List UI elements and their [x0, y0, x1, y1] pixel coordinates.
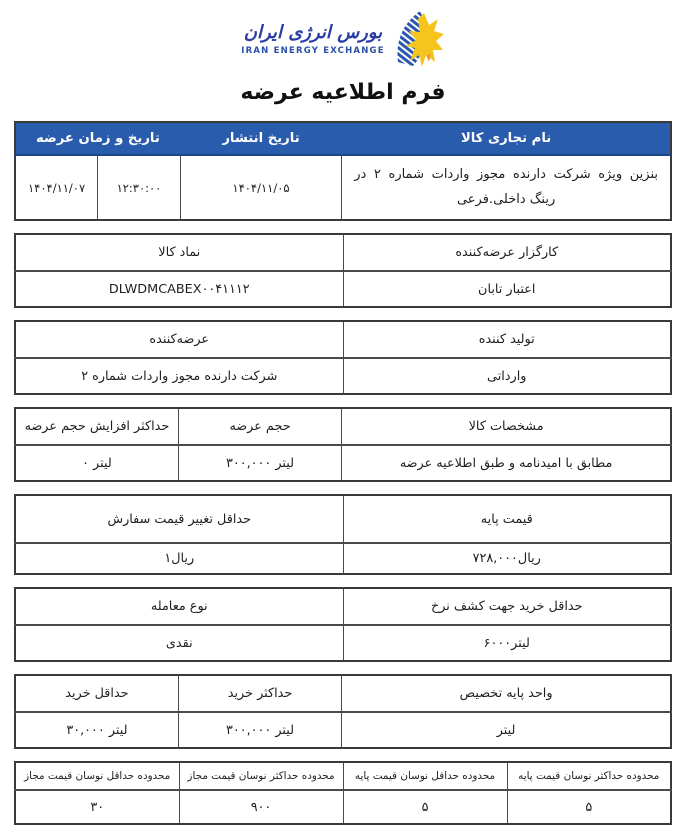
trade-name-value: بنزین ویژه شرکت دارنده مجوز واردات شماره ۲ در رینگ داخلی.فرعی	[342, 155, 671, 220]
logo-text-block	[241, 22, 384, 57]
min-base-fluctuation-value: ۵	[343, 790, 507, 824]
discovery-tradetype-table	[14, 587, 672, 662]
producer-header: تولید کننده	[343, 321, 671, 358]
trade-type-value: نقدی	[15, 625, 343, 661]
broker-header: کارگزار عرضه‌کننده	[343, 234, 671, 271]
supply-announcement-table	[14, 121, 672, 221]
base-price-header: قیمت پایه	[343, 495, 671, 543]
price-fluctuation-table	[14, 761, 672, 825]
allocation-unit-value: لیتر	[342, 712, 671, 748]
supplier-value: شرکت دارنده مجوز واردات شماره ۲	[15, 358, 343, 394]
min-base-fluctuation-header: محدوده حداقل نوسان قیمت پایه	[343, 762, 507, 790]
trade-type-header: نوع معامله	[15, 588, 343, 625]
allocation-limits-table	[14, 674, 672, 749]
supply-date-value: ۱۴۰۴/۱۱/۰۷	[15, 155, 98, 220]
min-discovery-purchase-value: لیتر۶۰۰۰	[343, 625, 671, 661]
base-price-value: ریال۷۲۸,۰۰۰	[343, 543, 671, 574]
max-volume-increase-header: حداکثر افزایش حجم عرضه	[15, 408, 178, 445]
min-price-tick-header: حداقل تغییر قیمت سفارش	[15, 495, 343, 543]
publish-date-header: تاریخ انتشار	[180, 122, 341, 155]
min-price-tick-value: ریال۱	[15, 543, 343, 574]
max-buy-header: حداکثر خرید	[178, 675, 341, 712]
min-allowed-fluctuation-value: ۳۰	[15, 790, 179, 824]
trade-name-header: نام تجاری کالا	[342, 122, 671, 155]
min-discovery-purchase-header: حداقل خرید جهت کشف نرخ	[343, 588, 671, 625]
logo-persian-title: بورس انرژی ایران	[243, 21, 383, 43]
supply-volume-header: حجم عرضه	[178, 408, 341, 445]
publish-date-value: ۱۴۰۴/۱۱/۰۵	[180, 155, 341, 220]
max-base-fluctuation-header: محدوده حداکثر نوسان قیمت پایه	[507, 762, 671, 790]
broker-symbol-table	[14, 233, 672, 308]
max-base-fluctuation-value: ۵	[507, 790, 671, 824]
specs-value: مطابق با امیدنامه و طبق اطلاعیه عرضه	[342, 445, 671, 481]
producer-value: وارداتی	[343, 358, 671, 394]
producer-supplier-table	[14, 320, 672, 395]
logo-english-title: IRAN ENERGY EXCHANGE	[241, 46, 385, 57]
broker-value: اعتبار تابان	[343, 271, 671, 307]
base-price-table	[14, 494, 672, 575]
min-buy-value: لیتر ۳۰,۰۰۰	[15, 712, 178, 748]
flame-leaf-icon	[393, 10, 445, 68]
symbol-header: نماد کالا	[15, 234, 343, 271]
supply-volume-value: لیتر ۳۰۰,۰۰۰	[178, 445, 341, 481]
specs-volume-table	[14, 407, 672, 482]
specs-header: مشخصات کالا	[342, 408, 671, 445]
page-title: فرم اطلاعیه عرضه	[240, 80, 446, 105]
min-buy-header: حداقل خرید	[15, 675, 178, 712]
supply-time-value: ۱۲:۳۰:۰۰	[98, 155, 181, 220]
max-allowed-fluctuation-value: ۹۰۰	[179, 790, 343, 824]
max-buy-value: لیتر ۳۰۰,۰۰۰	[178, 712, 341, 748]
supplier-header: عرضه‌کننده	[15, 321, 343, 358]
max-volume-increase-value: لیتر ۰	[15, 445, 178, 481]
symbol-value: DLWDMCABEX۰۰۴۱۱۱۲	[15, 271, 343, 307]
min-allowed-fluctuation-header: محدوده حداقل نوسان قیمت مجاز	[15, 762, 179, 790]
allocation-unit-header: واحد پایه تخصیص	[342, 675, 671, 712]
supply-datetime-header: تاریخ و زمان عرضه	[15, 122, 180, 155]
iranex-logo	[14, 10, 672, 68]
max-allowed-fluctuation-header: محدوده حداکثر نوسان قیمت مجاز	[179, 762, 343, 790]
